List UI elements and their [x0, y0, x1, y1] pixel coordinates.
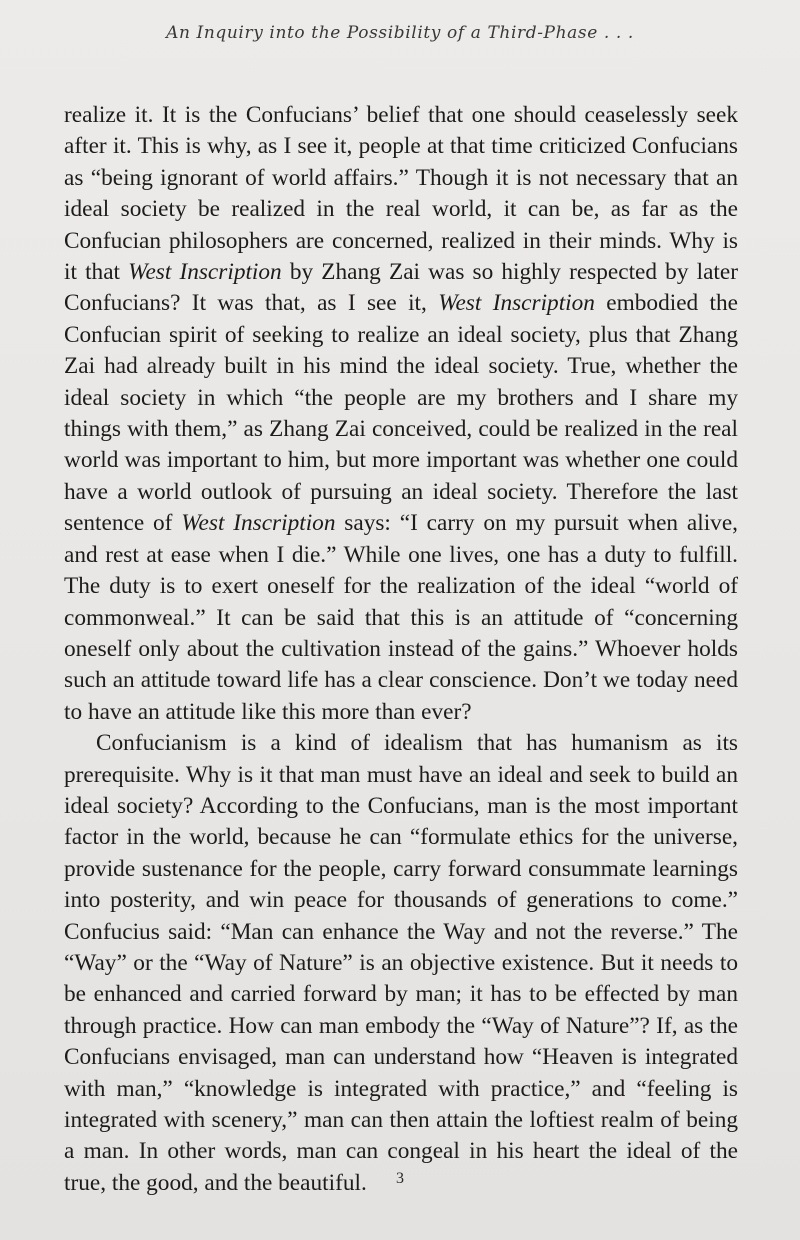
- text-segment: Confucianism is a kind of idealism that has humanism as its prerequisite. Why is it that man must have an ideal and seek to build an ideal society? According to the Confucians, man is the most important factor in the world, because he can “formulate ethics for the universe, provide sustenance for the people, carry forward consummate learnings into posterity, and win peace for thousands of generations to come.” Confucius said: “Man can enhance the Way and not the reverse.” The “Way” or the “Way of Nature” is an objective existence. But it needs to be enhanced and carried forward by man; it has to be effected by man through practice. How can man embody the “Way of Nature”? If, as the Confucians envisaged, man can understand how “Heaven is integrated with man,” “knowledge is integrated with practice,” and “feeling is integrated with scenery,” man can then attain the loftiest realm of being a man. In other words, man can congeal in his heart the ideal of the true, the good, and the beautiful.: [64, 730, 738, 1196]
- paragraph-1: [64, 100, 738, 728]
- running-head: An Inquiry into the Possibility of a Third-Phase . . .: [166, 23, 634, 43]
- text-segment: by Zhang Zai was so highly respected by later Confucians? It was that, as I see it,: [64, 259, 738, 317]
- page-number: 3: [396, 1170, 404, 1187]
- paragraph-2: [64, 728, 738, 1199]
- text-segment: embodied the Confucian spirit of seeking to realize an ideal society, plus that Zhang Zai had already built in his mind the ideal society. True, whether the ideal society in which “the people are my brothers and I share my things with them,” as Zhang Zai conceived, could be realized in the real world was important to him, but more important was whether one could have a world outlook of pursuing an ideal society. Therefore the last sentence of: [64, 290, 738, 537]
- text-segment: realize it. It is the Confucians’ belief that one should ceaselessly seek after it. This is why, as I see it, people at that time criticized Confucians as “being ignorant of world affairs.” Though it is not necessary that an ideal society be realized in the real world, it can be, as far as the Confucian philosophers are concerned, realized in their minds. Why is it that: [64, 102, 738, 286]
- book-title-italic: West Inscription: [438, 290, 595, 317]
- body-text: [64, 100, 738, 1199]
- text-segment: says: “I carry on my pursuit when alive, and rest at ease when I die.” While one lives, one has a duty to fulfill. The duty is to exert oneself for the realization of the ideal “world of commonweal.” It can be said that this is an attitude of “concerning oneself only about the cultivation instead of the gains.” Whoever holds such an attitude toward life has a clear conscience. Don’t we today need to have an attitude like this more than ever?: [64, 510, 738, 725]
- book-title-italic: West Inscription: [128, 259, 282, 286]
- book-title-italic: West Inscription: [181, 510, 336, 537]
